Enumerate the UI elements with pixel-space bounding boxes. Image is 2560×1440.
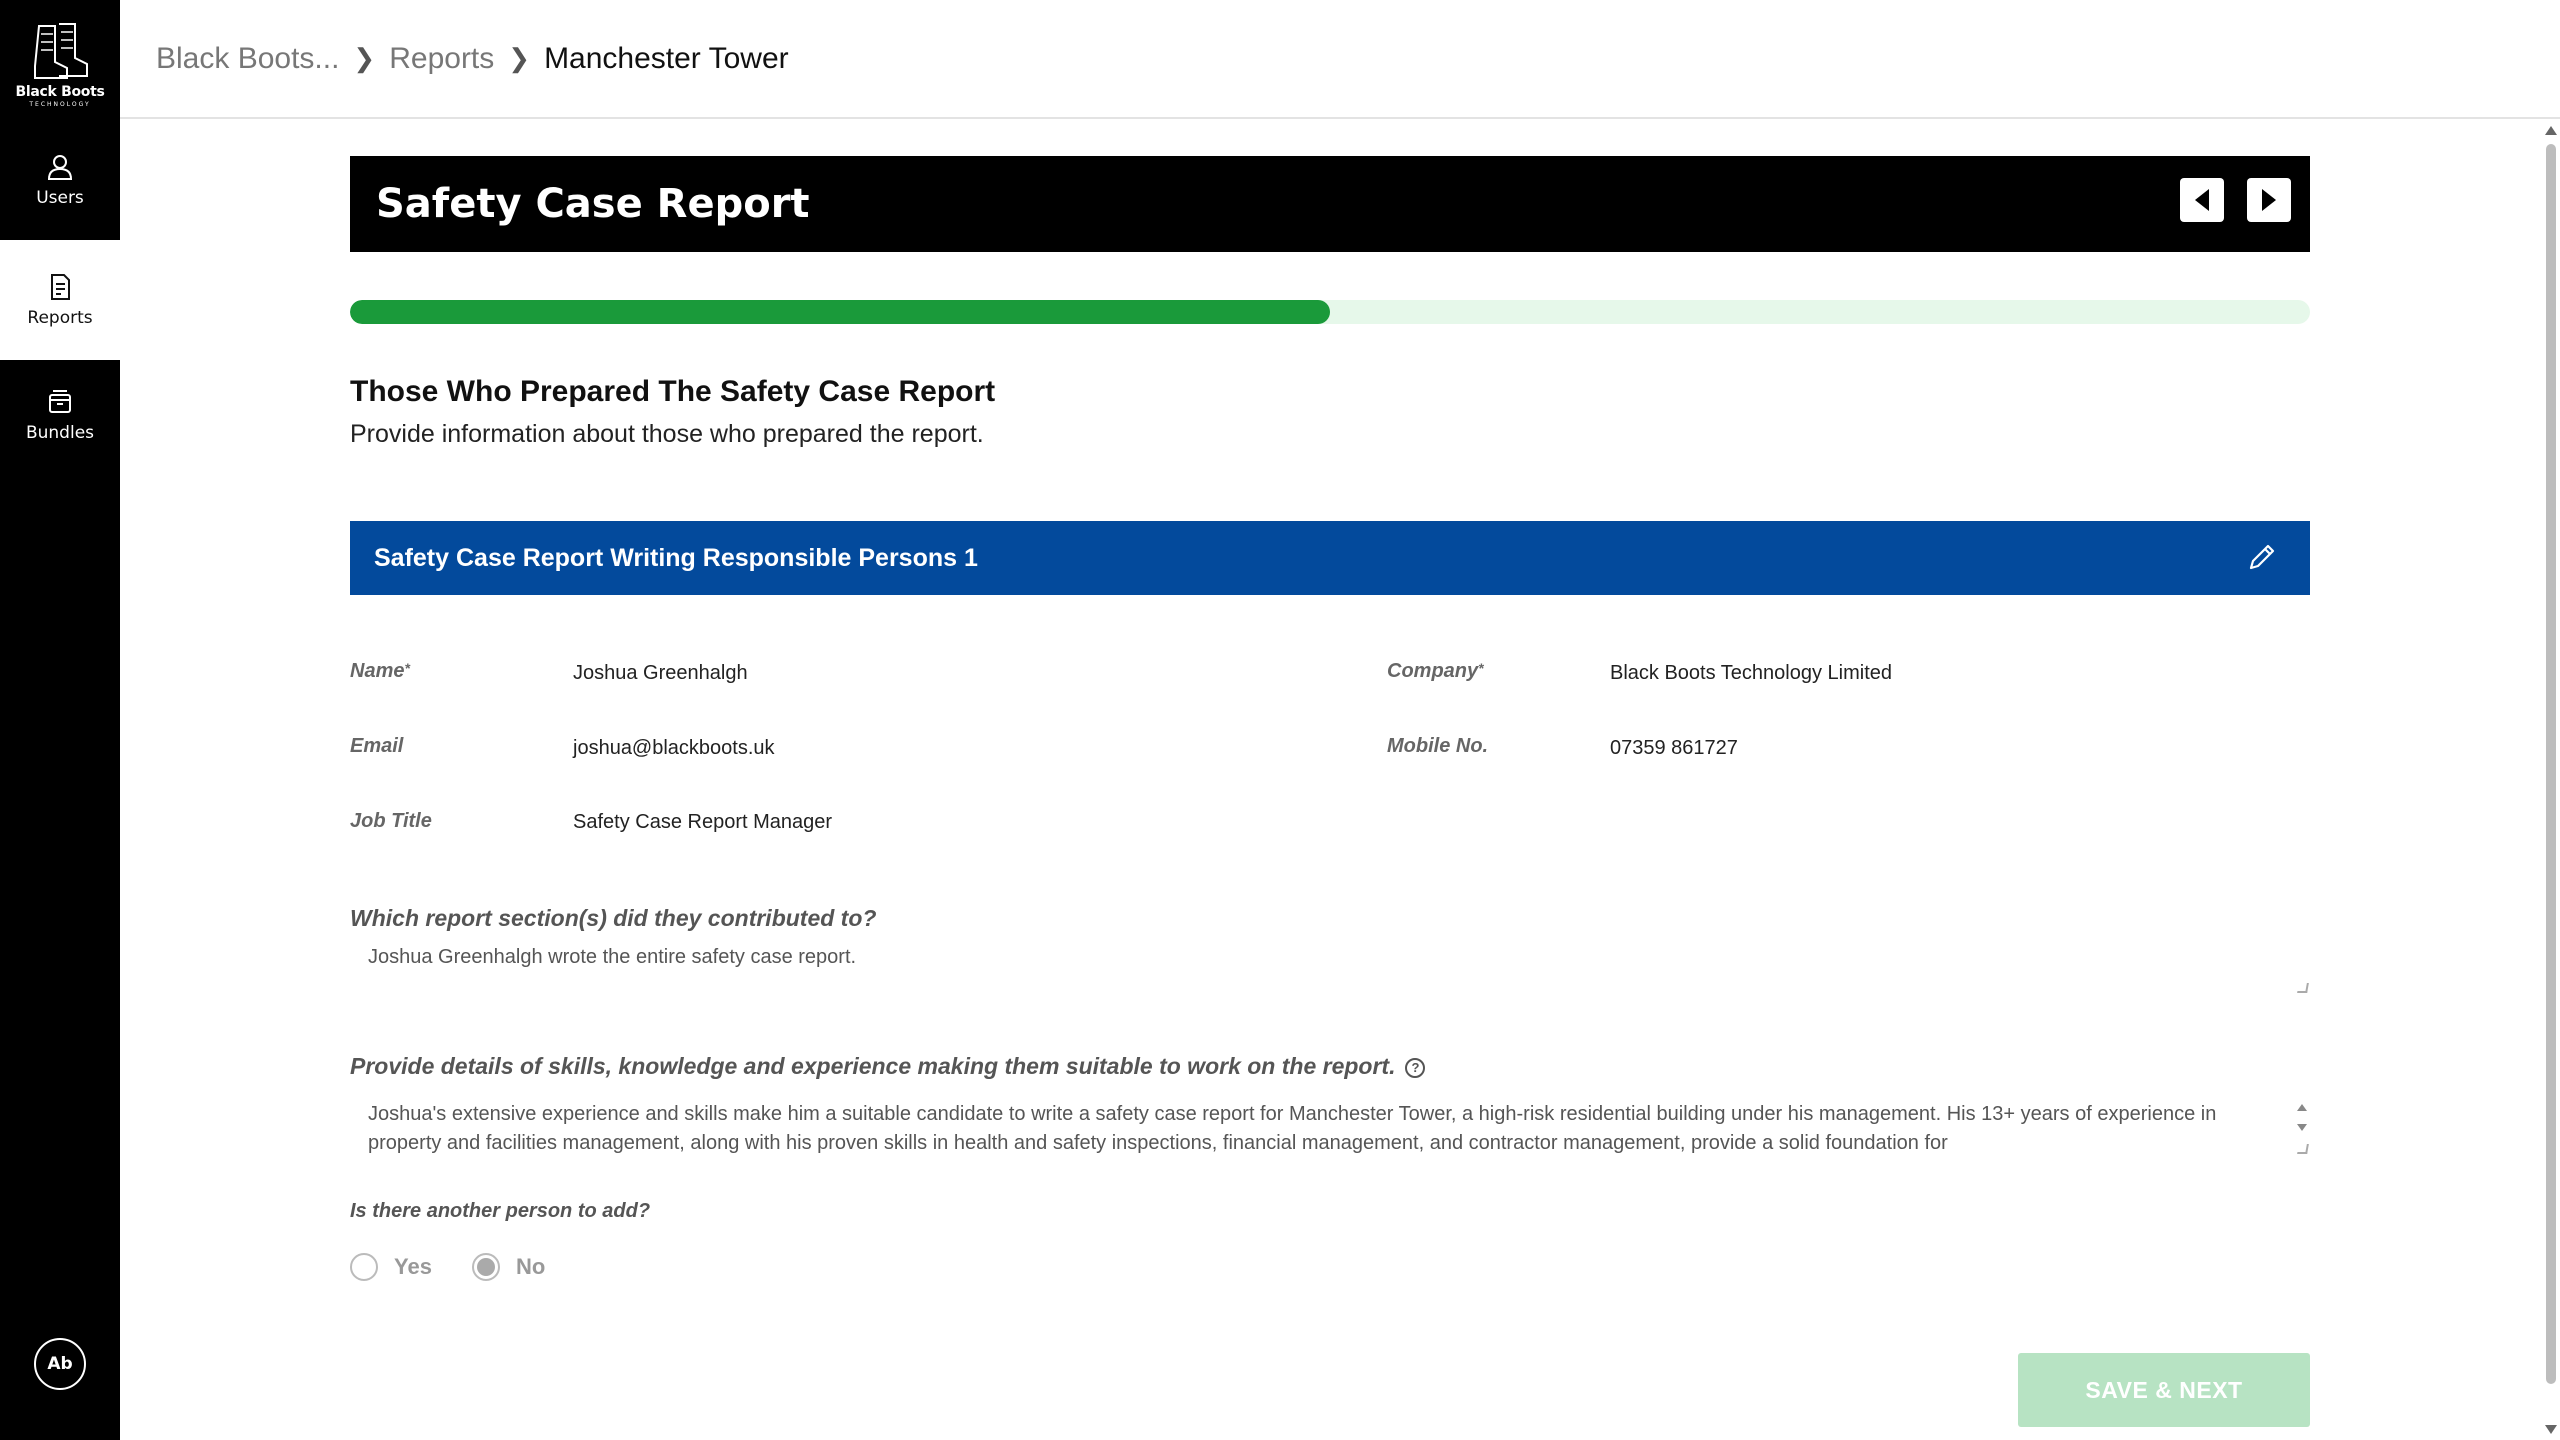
- person-card-title: Safety Case Report Writing Responsible Persons 1: [374, 543, 978, 572]
- chevron-right-icon: ❯: [353, 43, 376, 73]
- next-button[interactable]: [2247, 178, 2291, 222]
- chevron-right-icon: ❯: [508, 43, 531, 73]
- arrow-left-icon: [2195, 189, 2209, 211]
- resize-handle[interactable]: [2297, 983, 2309, 993]
- breadcrumb: [120, 0, 2560, 119]
- another-person-label: Is there another person to add?: [350, 1200, 651, 1222]
- bundle-icon: [45, 387, 75, 417]
- breadcrumb-organisation[interactable]: Black Boots...: [156, 41, 340, 75]
- name-value: Joshua Greenhalgh: [573, 662, 748, 684]
- company-label: Company*: [1387, 660, 1484, 682]
- boots-icon: [25, 22, 95, 82]
- skills-textarea[interactable]: [350, 1100, 2310, 1158]
- edit-pencil-icon[interactable]: [2244, 539, 2280, 575]
- progress-bar: [350, 300, 2310, 324]
- another-person-radio-group: [350, 1253, 545, 1281]
- sidebar-item-label: Users: [36, 188, 84, 208]
- user-avatar[interactable]: Ab: [34, 1338, 86, 1390]
- sidebar-item-label: Bundles: [25, 423, 95, 443]
- radio-yes-label: Yes: [394, 1254, 432, 1279]
- radio-yes[interactable]: [350, 1253, 378, 1281]
- name-label: Name*: [350, 660, 410, 682]
- scroll-down-arrow-icon[interactable]: [2297, 1124, 2307, 1131]
- contributed-sections-label: Which report section(s) did they contributed to?: [350, 905, 877, 931]
- breadcrumb-reports[interactable]: Reports: [389, 41, 495, 75]
- mobile-value: 07359 861727: [1610, 737, 1738, 759]
- job-title-label: Job Title: [350, 810, 432, 832]
- radio-no-label: No: [515, 1254, 546, 1279]
- radio-no[interactable]: [472, 1253, 500, 1281]
- mobile-label: Mobile No.: [1387, 735, 1489, 757]
- logo-brand: Black Boots: [15, 84, 105, 100]
- contributed-sections-textarea[interactable]: [350, 943, 2310, 999]
- scroll-up-arrow-icon[interactable]: [2545, 126, 2557, 135]
- breadcrumb-current: Manchester Tower: [544, 41, 789, 75]
- logo-subtitle: TECHNOLOGY: [29, 101, 91, 108]
- section-title: Those Who Prepared The Safety Case Report: [350, 375, 996, 408]
- sidebar: [0, 0, 120, 1440]
- scroll-thumb[interactable]: [2546, 144, 2556, 1384]
- sidebar-item-users[interactable]: [0, 120, 120, 240]
- skills-text: Joshua's extensive experience and skills make him a suitable candidate to write a safety case report for Manchester Tower, a high-risk residential building under his management. His 13+ years of experience in property and facilities management, along with his proven skills in health and safety inspections, financial management, and contractor management, provide a solid foundation for: [368, 1103, 2217, 1154]
- contributed-sections-text: Joshua Greenhalgh wrote the entire safety case report.: [368, 946, 857, 968]
- job-title-value: Safety Case Report Manager: [573, 811, 833, 833]
- user-icon: [45, 152, 75, 182]
- progress-fill: [350, 300, 1330, 324]
- skills-label: Provide details of skills, knowledge and experience making them suitable to work on the report. ?: [350, 1053, 1425, 1080]
- person-card-header: [350, 521, 2310, 595]
- scroll-up-arrow-icon[interactable]: [2297, 1104, 2307, 1111]
- email-label: Email: [350, 735, 404, 757]
- report-header: [350, 156, 2310, 252]
- email-value: joshua@blackboots.uk: [573, 737, 775, 759]
- resize-handle[interactable]: [2297, 1144, 2309, 1154]
- scroll-down-arrow-icon[interactable]: [2545, 1425, 2557, 1434]
- page-scrollbar[interactable]: [2542, 120, 2560, 1440]
- sidebar-item-label: Reports: [27, 308, 93, 328]
- company-value: Black Boots Technology Limited: [1610, 662, 1893, 684]
- black-boots-logo[interactable]: [10, 8, 110, 108]
- sidebar-item-bundles[interactable]: [0, 355, 120, 475]
- section-subtitle: Provide information about those who prepared the report.: [350, 420, 984, 448]
- previous-button[interactable]: [2180, 178, 2224, 222]
- report-icon: [45, 272, 75, 302]
- sidebar-item-reports[interactable]: [0, 240, 120, 360]
- page-title: Safety Case Report: [376, 181, 810, 227]
- save-next-button[interactable]: SAVE & NEXT: [2018, 1353, 2310, 1427]
- help-icon[interactable]: ?: [1405, 1058, 1425, 1078]
- arrow-right-icon: [2262, 189, 2276, 211]
